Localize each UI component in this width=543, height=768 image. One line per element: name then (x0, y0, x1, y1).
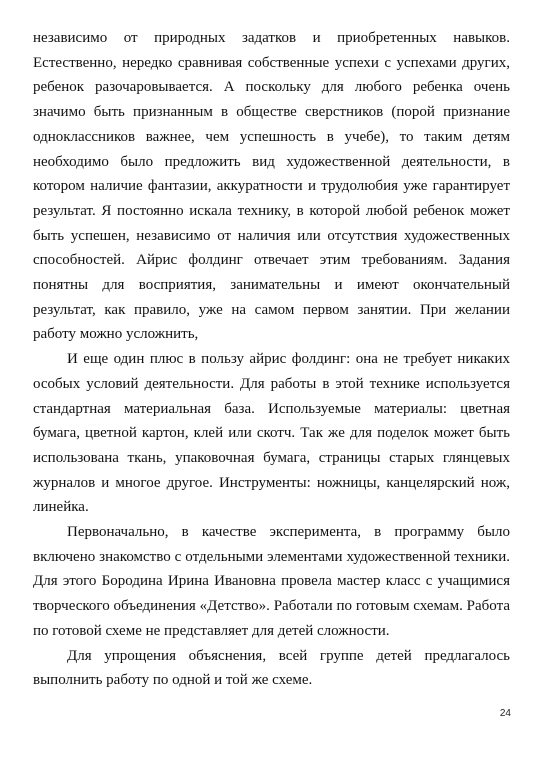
paragraph-2: И еще один плюс в пользу айрис фолдинг: она не требует никаких особых условий деятельности. Для работы в этой технике используется стандартная материальная база. Используемые материалы: цветная бумага, цветной картон, клей или скотч. Так же для поделок может быть использована ткань, упаковочная бумага, страницы старых глянцевых журналов и многое другое. Инструменты: ножницы, канцелярский нож, линейка. (33, 351, 510, 516)
page-number: 24 (499, 708, 511, 719)
document-body (33, 26, 510, 693)
paragraph-4: Для упрощения объяснения, всей группе детей предлагалось выполнить работу по одной и той же схеме. (33, 647, 510, 689)
paragraph-1: независимо от природных задатков и приобретенных навыков. Естественно, нередко сравнивая собственные успехи с успехами других, ребенок разочаровывается. А поскольку для любого ребенка очень значимо быть признанным в обществе сверстников (порой признание одноклассников важнее, чем успешность в учебе), то таким детям необходимо было предложить вид художественной деятельности, в котором наличие фантазии, аккуратности и трудолюбия уже гарантирует результат. Я постоянно искала технику, в которой любой ребенок может быть успешен, независимо от наличия или отсутствия художественных способностей. Айрис фолдинг отвечает этим требованиям. Задания понятны для восприятия, занимательны и имеют окончательный результат, как правило, уже на самом первом занятии. При желании работу можно усложнить, (33, 30, 510, 343)
paragraph-3: Первоначально, в качестве эксперимента, в программу было включено знакомство с отдельными элементами художественной техники. Для этого Бородина Ирина Ивановна провела мастер класс с учащимися творческого объединения «Детство». Работали по готовым схемам. Работа по готовой схеме не представляет для детей сложности. (33, 524, 510, 639)
